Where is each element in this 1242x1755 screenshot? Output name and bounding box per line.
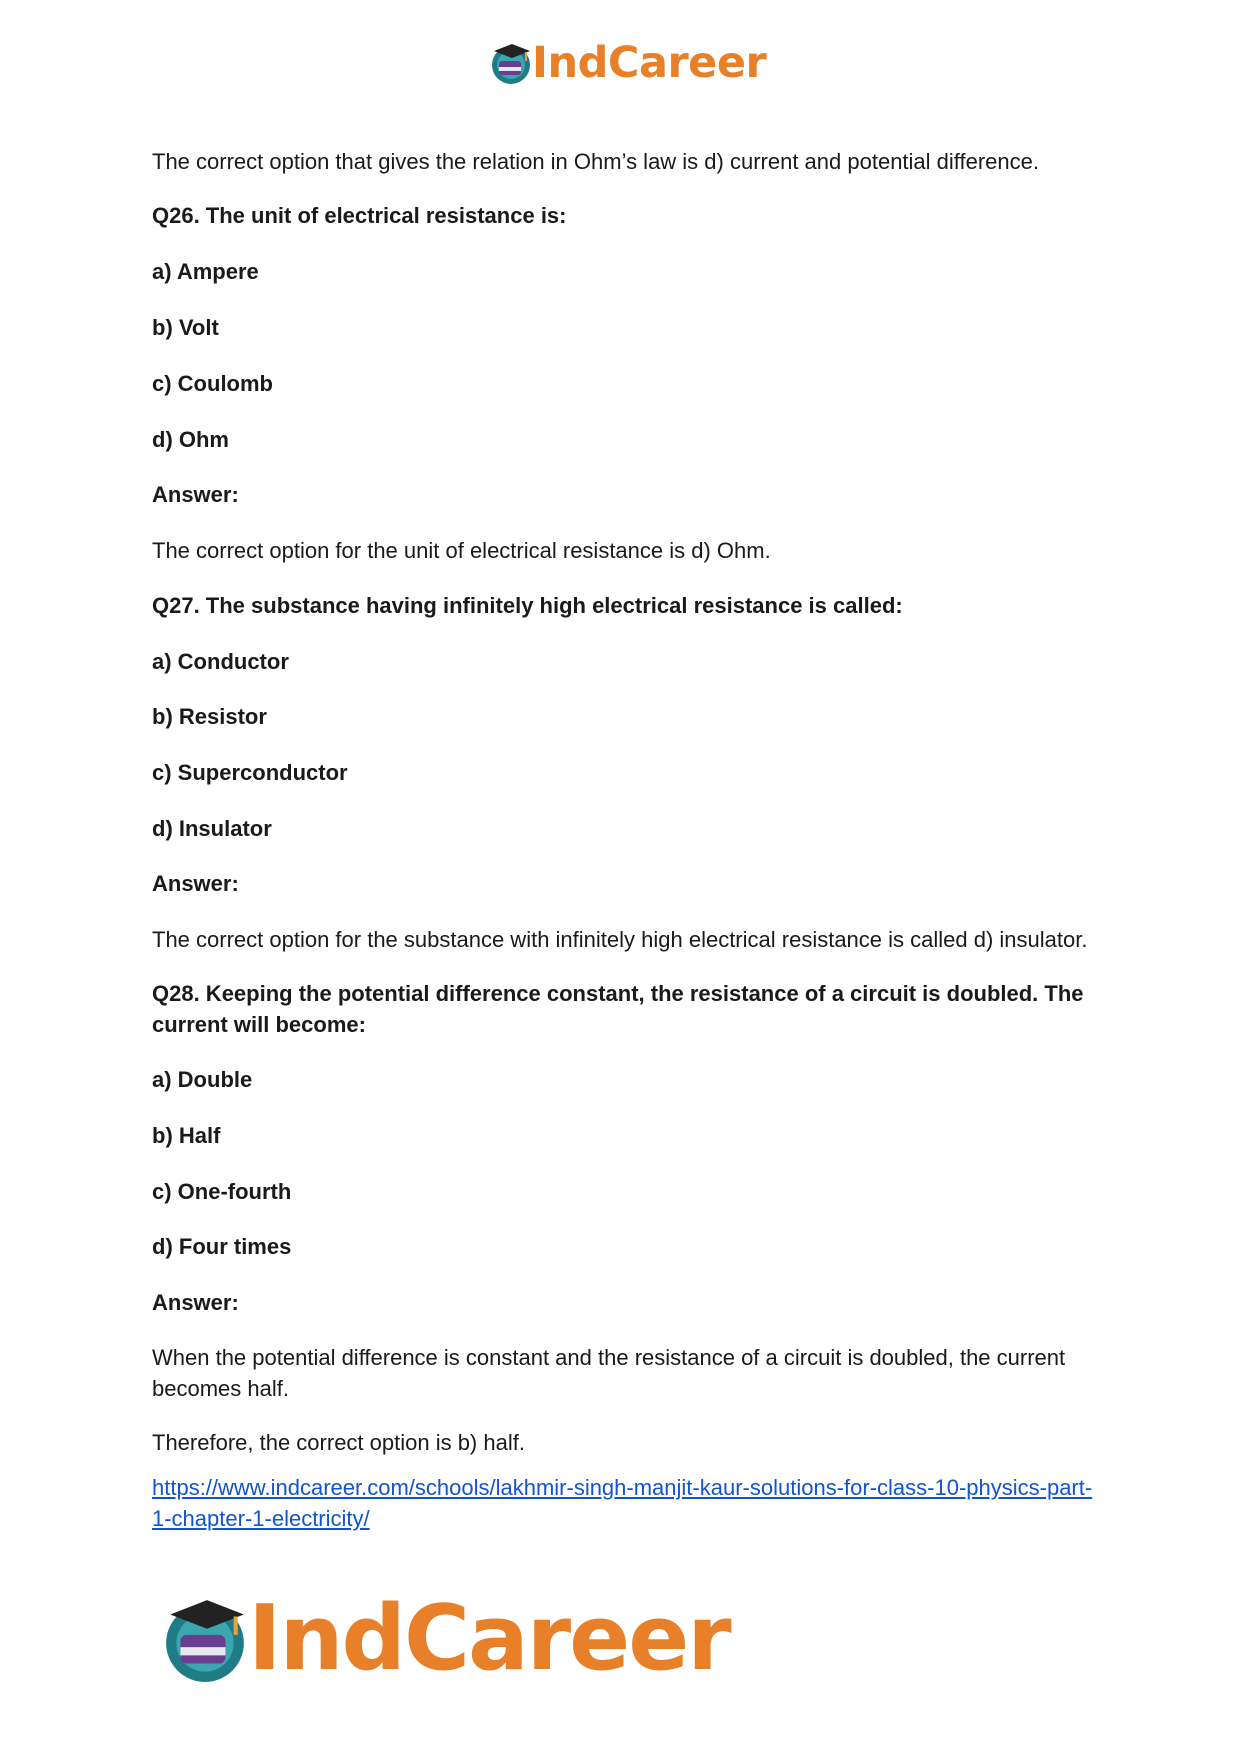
question-or-option-text: b) Half <box>152 1123 221 1148</box>
question-or-option-text: Q28. Keeping the potential difference constant, the resistance of a circuit is doubled. The current will become: <box>152 981 1084 1037</box>
question-or-option-text: Answer: <box>152 871 239 896</box>
question-or-option-text: Answer: <box>152 1290 239 1315</box>
answer-text: The correct option for the unit of electrical resistance is d) Ohm. <box>152 538 771 563</box>
graduation-cap-logo-icon <box>490 41 532 85</box>
question-or-option-text: Q26. The unit of electrical resistance is: <box>152 203 567 228</box>
question-or-option-text: b) Resistor <box>152 704 267 729</box>
footer-logo <box>162 1586 730 1691</box>
question-or-option-text: a) Ampere <box>152 259 259 284</box>
question-or-option-text: b) Volt <box>152 315 219 340</box>
answer-text: The correct option that gives the relation in Ohm’s law is d) current and potential difference. <box>152 149 1039 174</box>
content-blocks <box>152 146 1102 1458</box>
question-or-option-text: Q27. The substance having infinitely high electrical resistance is called: <box>152 593 903 618</box>
footer-logo-text: IndCareer <box>248 1586 730 1691</box>
question-or-option-text: a) Double <box>152 1067 253 1092</box>
header-logo-text: IndCareer <box>532 38 767 88</box>
question-or-option-text: c) Coulomb <box>152 371 273 396</box>
question-or-option-text: c) Superconductor <box>152 760 348 785</box>
question-or-option-text: Answer: <box>152 482 239 507</box>
answer-text: When the potential difference is constant and the resistance of a circuit is doubled, the current becomes half. <box>152 1345 1066 1401</box>
question-or-option-text: a) Conductor <box>152 649 289 674</box>
answer-text: Therefore, the correct option is b) half. <box>152 1430 525 1455</box>
document-body <box>152 146 1102 1534</box>
question-or-option-text: c) One-fourth <box>152 1179 292 1204</box>
question-or-option-text: d) Ohm <box>152 427 229 452</box>
header-logo <box>490 38 766 88</box>
question-or-option-text: d) Four times <box>152 1234 292 1259</box>
source-link[interactable]: https://www.indcareer.com/schools/lakhmir-singh-manjit-kaur-solutions-for-class-10-physics-part-1-chapter-1-electricity/ <box>152 1475 1093 1531</box>
answer-text: The correct option for the substance with infinitely high electrical resistance is called d) insulator. <box>152 927 1088 952</box>
question-or-option-text: d) Insulator <box>152 816 272 841</box>
graduation-cap-logo-icon <box>162 1594 248 1684</box>
